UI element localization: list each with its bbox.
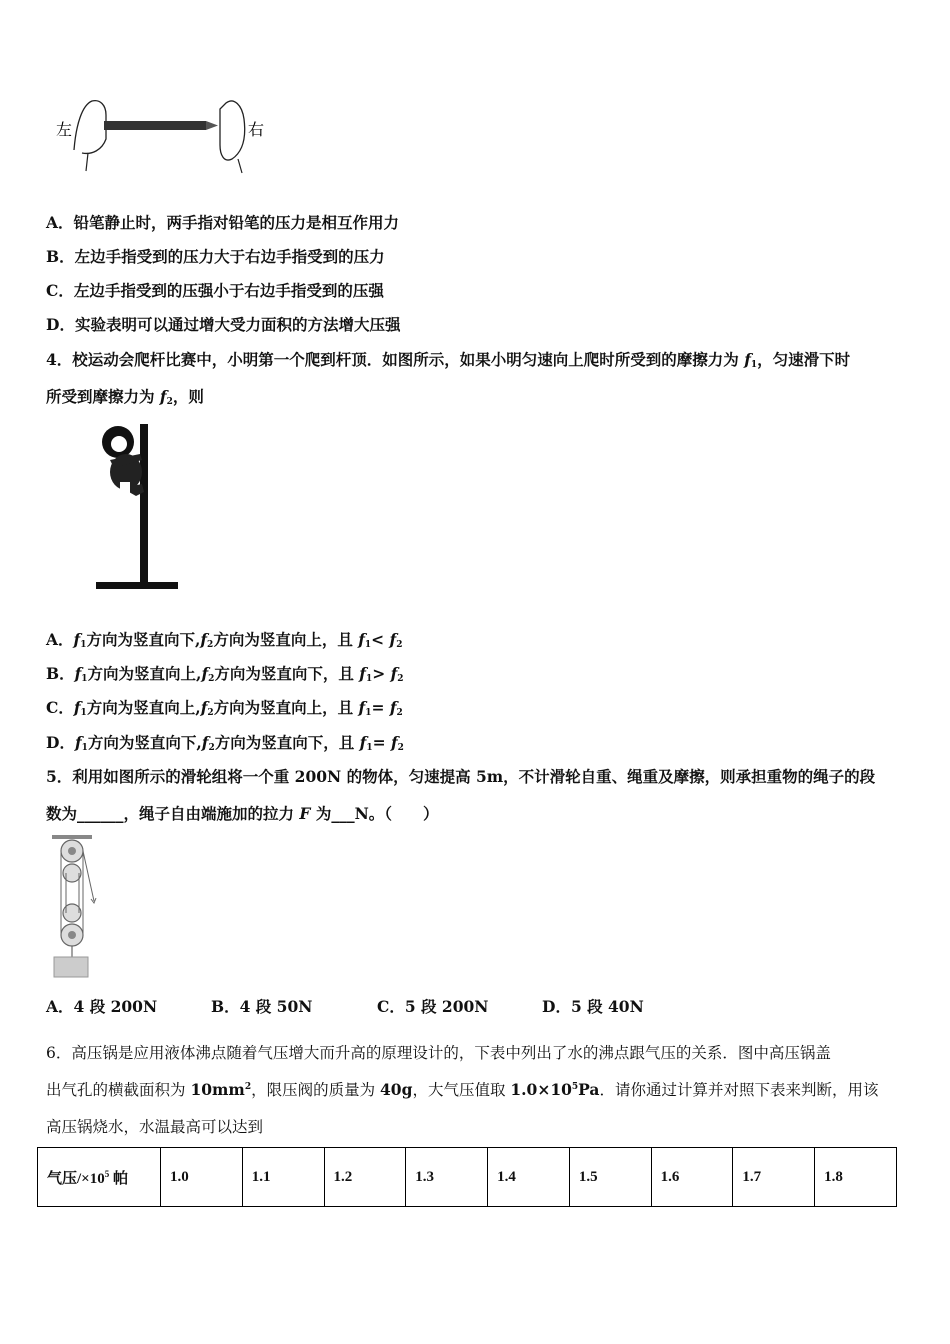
pencil — [104, 121, 206, 130]
pole — [140, 424, 148, 584]
pole-base — [96, 582, 178, 589]
free-rope — [83, 851, 94, 901]
pressure-cell: 1.8 — [815, 1148, 897, 1207]
pressure-cell: 1.7 — [733, 1148, 815, 1207]
q5-stem-line1: 5．利用如图所示的滑轮组将一个重 200N 的物体，匀速提高 5m，不计滑轮自重、绳重及摩擦，则承担重物的绳子的段 — [46, 767, 876, 786]
pressure-cell: 1.5 — [569, 1148, 651, 1207]
q6-stem-line3: 高压锅烧水，水温最高可以达到 — [46, 1118, 264, 1136]
q5-option-b: B．4 段 50N — [211, 997, 313, 1016]
pressure-cell: 1.0 — [161, 1148, 243, 1207]
table-header-cell: 气压$/\times 10^5$ 帕 — [38, 1148, 161, 1207]
q3-option-b: B．左边手指受到的压力大于右边手指受到的压力 — [46, 247, 385, 266]
q5-stem-line2: 数为______，绳子自由端施加的拉力 F 为___N。（ ） — [46, 804, 439, 823]
q4-option-d: D．$f_1$方向为竖直向下$,f_2$方向为竖直向下，且 $f_1= f_2$ — [46, 733, 404, 753]
pressure-cell: 1.3 — [406, 1148, 488, 1207]
pole-climbing-figure — [92, 420, 184, 592]
pressure-cell: 1.2 — [324, 1148, 406, 1207]
q6-stem-line2: 出气孔的横截面积为 $10mm^2$，限压阀的质量为 40g，大气压值取 $1.0\times 10^5Pa$．请你通过计算并对照下表来判断，用该 — [46, 1080, 879, 1099]
q4-option-a: A．$f_1$方向为竖直向下$,f_2$方向为竖直向上，且 $f_1< f_2$ — [46, 630, 403, 650]
q5-option-c: C．5 段 200N — [377, 997, 489, 1016]
right-finger — [220, 101, 245, 160]
pressure-table — [37, 1147, 897, 1207]
q5-option-a: A．4 段 200N — [46, 997, 158, 1016]
q3-option-a: A．铅笔静止时，两手指对铅笔的压力是相互作用力 — [46, 213, 400, 232]
left-finger — [74, 101, 106, 154]
pressure-cell: 1.4 — [488, 1148, 570, 1207]
q3-option-d: D．实验表明可以通过增大受力面积的方法增大压强 — [46, 315, 401, 334]
pulley-figure — [46, 833, 106, 979]
q5-option-d: D．5 段 40N — [542, 997, 644, 1016]
weight-block — [54, 957, 88, 977]
q4-stem-line2: 所受到摩擦力为 $f_2$，则 — [46, 387, 204, 407]
fig-label-right: 右 — [248, 122, 265, 139]
q6-stem-line1: 6．高压锅是应用液体沸点随着气压增大而升高的原理设计的，下表中列出了水的沸点跟气压的关系．图中高压锅盖 — [46, 1044, 831, 1062]
q4-option-b: B．$f_1$方向为竖直向上$,f_2$方向为竖直向下，且 $f_1> f_2$ — [46, 664, 404, 684]
q3-option-c: C．左边手指受到的压强小于右边手指受到的压强 — [46, 281, 384, 300]
pressure-cell: 1.1 — [242, 1148, 324, 1207]
q4-stem-line1: 4．校运动会爬杆比赛中，小明第一个爬到杆顶．如图所示，如果小明匀速向上爬时所受到的摩擦力为 $f_1$，匀速滑下时 — [46, 350, 851, 370]
pencil-fingers-figure — [52, 95, 274, 175]
q4-option-c: C．$f_1$方向为竖直向上$,f_2$方向为竖直向上，且 $f_1= f_2$ — [46, 698, 403, 718]
pressure-cell: 1.6 — [651, 1148, 733, 1207]
fig-label-left: 左 — [56, 122, 73, 139]
table-row — [38, 1148, 897, 1207]
